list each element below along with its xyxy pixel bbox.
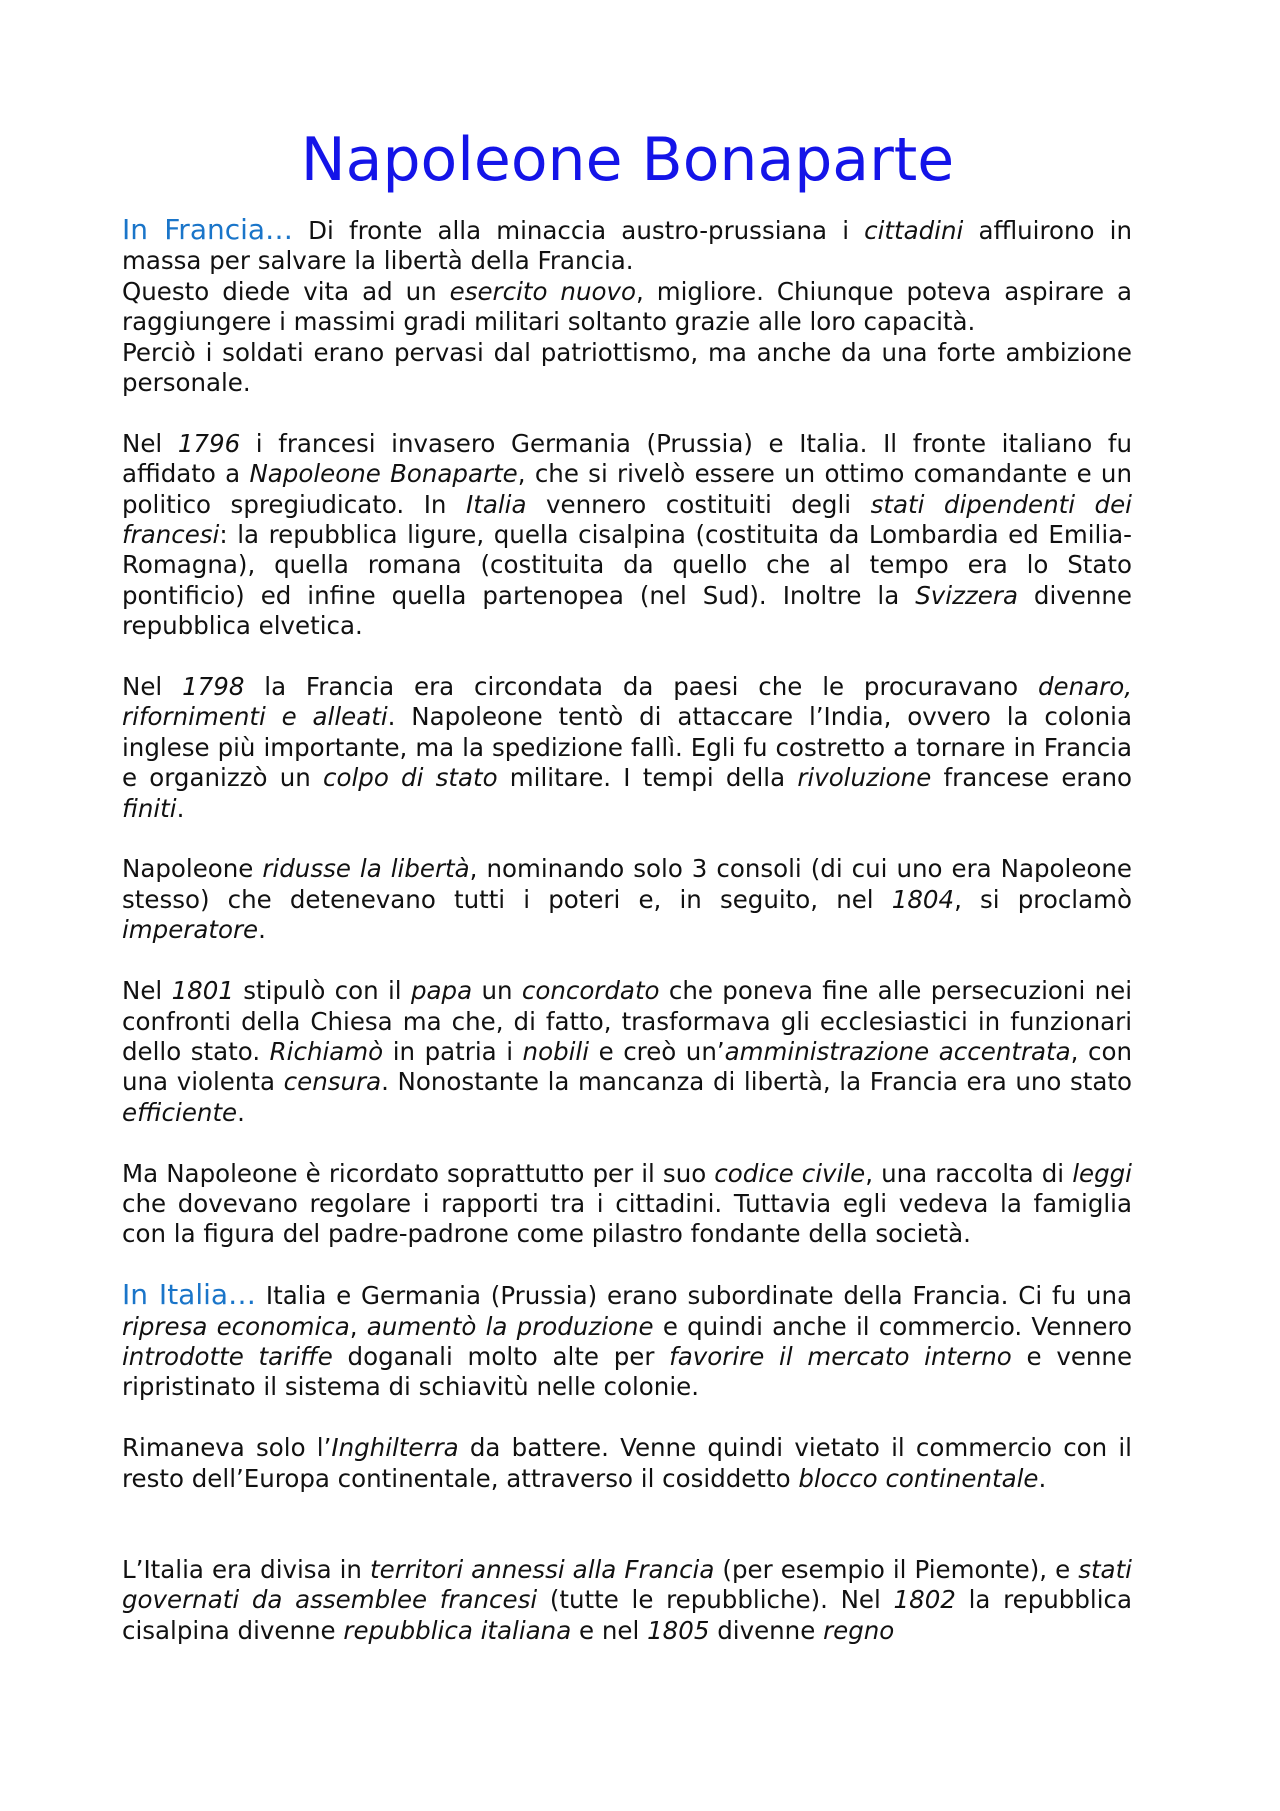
paragraph-spacer <box>122 946 1132 976</box>
paragraph-1801: Nel 1801 stipulò con il papa un concordato che poneva fine alle persecuzioni nei confronti della Chiesa ma che, di fatto, trasformava gli ecclesiastici in funzionari dello stato. Richiamò in patria i nobili e creò un’amministrazione accentrata, con una violenta censura. Nonostante la mancanza di libertà, la Francia era uno stato efficiente. <box>122 976 1133 1127</box>
paragraph-italy-intro: In Italia… Italia e Germania (Prussia) erano subordinate della Francia. Ci fu una ripresa economica, aumentò la produzione e quindi anche il commercio. Vennero introdotte tariffe doganali molto alte per favorire il mercato interno e venne ripristinato il sistema di schiavitù nelle colonie. <box>122 1278 1133 1402</box>
paragraph-spacer <box>122 398 1132 428</box>
paragraph-spacer <box>122 1494 1132 1555</box>
page-title: Napoleone Bonaparte <box>300 125 955 195</box>
paragraph-spacer <box>122 1250 1132 1280</box>
paragraph-1798: Nel 1798 la Francia era circondata da paesi che le procuravano denaro, rifornimenti e alleati. Napoleone tentò di attaccare l’India, ovvero la colonia inglese più importante, ma la spedizione fallì. Egli fu costretto a tornare in Francia e organizzò un colpo di stato militare. I tempi della rivoluzione francese erano finiti. <box>122 672 1132 823</box>
paragraph-spacer <box>122 1403 1132 1433</box>
paragraph-spacer <box>122 1128 1132 1158</box>
paragraph-italy-division: L’Italia era divisa in territori annessi alla Francia (per esempio il Piemonte), e stati governati da assemblee francesi (tutte le repubbliche). Nel 1802 la repubblica cisalpina divenne repubblica italiana e nel 1805 divenne regno <box>122 1554 1132 1645</box>
paragraph-consuls: Napoleone ridusse la libertà, nominando solo 3 consoli (di cui uno era Napoleone stesso) che detenevano tutti i poteri e, in seguito, nel 1804, si proclamò imperatore. <box>122 854 1133 945</box>
paragraph-england: Rimaneva solo l’Inghilterra da battere. Venne quindi vietato il commercio con il resto dell’Europa continentale, attraverso il cosiddetto blocco continentale. <box>122 1433 1132 1493</box>
section-heading-italy: In Italia… <box>122 1278 257 1312</box>
paragraph-france-intro: In Francia… Di fronte alla minaccia austro-prussiana i cittadini affluirono in massa per salvare la libertà della Francia. <box>122 213 1132 276</box>
section-heading-france: In Francia… <box>122 213 294 246</box>
paragraph-1796: Nel 1796 i francesi invasero Germania (Prussia) e Italia. Il fronte italiano fu affidato a Napoleone Bonaparte, che si rivelò essere un ottimo comandante e un politico spregiudicato. In Italia vennero costituiti degli stati dipendenti dei francesi: la repubblica ligure, quella cisalpina (costituita da Lombardia ed Emilia-Romagna), quella romana (costituita da quello che al tempo era lo Stato pontificio) ed infine quella partenopea (nel Sud). Inoltre la Svizzera divenne repubblica elvetica. <box>122 428 1133 641</box>
paragraph-spacer <box>122 642 1132 672</box>
paragraph-soldiers: Perciò i soldati erano pervasi dal patriottismo, ma anche da una forte ambizione personale. <box>122 337 1132 398</box>
document-body <box>122 215 1132 1646</box>
paragraph-new-army: Questo diede vita ad un esercito nuovo, migliore. Chiunque poteva aspirare a raggiungere i massimi gradi militari soltanto grazie alle loro capacità. <box>122 276 1132 337</box>
paragraph-civil-code: Ma Napoleone è ricordato soprattutto per il suo codice civile, una raccolta di leggi che dovevano regolare i rapporti tra i cittadini. Tuttavia egli vedeva la famiglia con la figura del padre-padrone come pilastro fondante della società. <box>122 1158 1132 1249</box>
paragraph-spacer <box>122 824 1132 854</box>
